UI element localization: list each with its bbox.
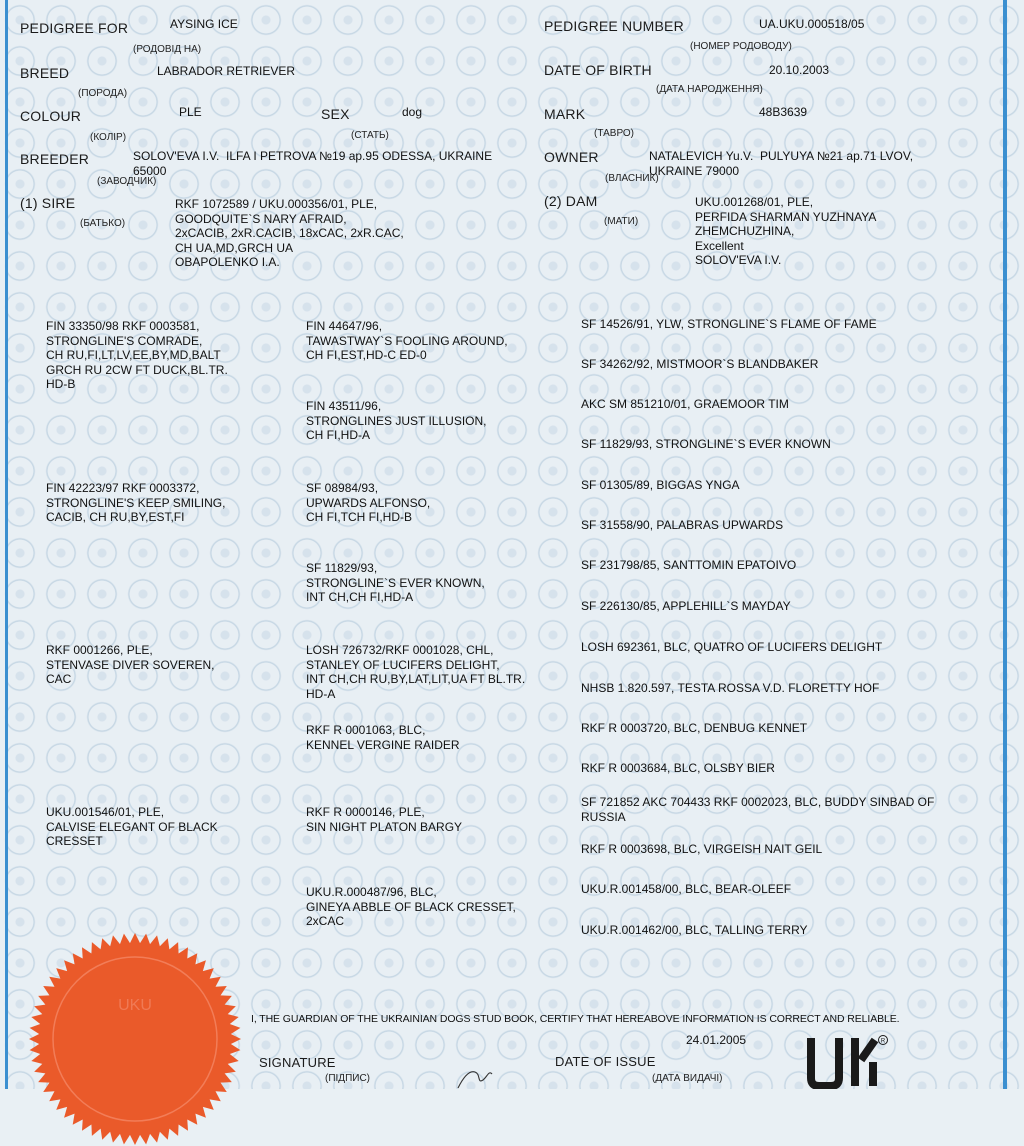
- certification-statement: I, THE GUARDIAN OF THE UKRAINIAN DOGS STUD BOOK, CERTIFY THAT HEREABOVE INFORMATION IS CORRECT AND RELIABLE.: [251, 1013, 900, 1025]
- dam-ua: (МАТИ): [604, 216, 639, 227]
- owner-value: NATALEVICH Yu.V. PULYUYA №21 ap.71 LVOV, UKRAINE 79000: [649, 149, 914, 178]
- sire-ua: (БАТЬКО): [80, 218, 126, 229]
- signature-ua: (ПІДПИС): [325, 1073, 370, 1084]
- ancestor-entry: SF 11829/93, STRONGLINE`S EVER KNOWN: [581, 437, 831, 451]
- pedigree-number-value: UA.UKU.000518/05: [759, 17, 865, 31]
- great-grandparent-entry: SF 08984/93, UPWARDS ALFONSO, CH FI,TCH FI,HD-B: [306, 481, 431, 524]
- sex-value: dog: [402, 105, 423, 119]
- great-grandparent-entry: LOSH 726732/RKF 0001028, CHL, STANLEY OF LUCIFERS DELIGHT, INT CH,CH RU,BY,LAT,LIT,UA FT BL.TR. HD-A: [306, 643, 526, 701]
- grandparent-entry: FIN 42223/97 RKF 0003372, STRONGLINE'S KEEP SMILING, CACIB, CH RU,BY,EST,FI: [46, 481, 226, 524]
- breeder-ua: (ЗАВОДЧИК): [97, 176, 157, 187]
- great-grandparent-entry: FIN 43511/96, STRONGLINES JUST ILLUSION, CH FI,HD-A: [306, 399, 487, 442]
- sex-label: SEX: [321, 106, 350, 122]
- ancestor-entry: SF 31558/90, PALABRAS UPWARDS: [581, 518, 784, 532]
- pedigree-for-ua: (РОДОВІД НА): [133, 44, 202, 55]
- sire-label: (1) SIRE: [20, 195, 76, 211]
- grandparent-entry: RKF 0001266, PLE, STENVASE DIVER SOVEREN, CAC: [46, 643, 215, 686]
- pedigree-for-value: AYSING ICE: [170, 17, 238, 31]
- ancestor-entry: SF 14526/91, YLW, STRONGLINE`S FLAME OF FAME: [581, 317, 877, 331]
- svg-text:R: R: [880, 1038, 886, 1045]
- dob-label: DATE OF BIRTH: [544, 62, 652, 78]
- owner-label: OWNER: [544, 149, 599, 165]
- grandparent-entry: FIN 33350/98 RKF 0003581, STRONGLINE'S COMRADE, CH RU,FI,LT,LV,EE,BY,MD,BALT GRCH RU 2CW FT DUCK,BL.TR. HD-B: [46, 319, 228, 391]
- issue-date-value: 24.01.2005: [686, 1033, 747, 1047]
- colour-label: COLOUR: [20, 108, 82, 124]
- ancestor-entry: SF 01305/89, BIGGAS YNGA: [581, 478, 740, 492]
- great-grandparent-entry: RKF R 0001063, BLC, KENNEL VERGINE RAIDER: [306, 723, 460, 752]
- sex-ua: (СТАТЬ): [351, 130, 389, 141]
- great-grandparent-entry: RKF R 0000146, PLE, SIN NIGHT PLATON BARGY: [306, 805, 463, 834]
- breed-ua: (ПОРОДА): [78, 88, 128, 99]
- breed-value: LABRADOR RETRIEVER: [157, 64, 296, 78]
- dam-value: UKU.001268/01, PLE, PERFIDA SHARMAN YUZHNAYA ZHEMCHUZHINA, Excellent SOLOV'EVA I.V.: [695, 195, 877, 267]
- ancestor-entry: SF 231798/85, SANTTOMIN EPATOIVO: [581, 558, 797, 572]
- uku-logo: [805, 1034, 889, 1089]
- date-of-issue-ua: (ДАТА ВИДАЧІ): [652, 1073, 723, 1084]
- date-of-issue-label: DATE OF ISSUE: [555, 1054, 656, 1069]
- dob-value: 20.10.2003: [769, 63, 830, 77]
- owner-ua: (ВЛАСНИК): [605, 173, 659, 184]
- right-border: [1003, 0, 1007, 1089]
- signature-label: SIGNATURE: [259, 1055, 336, 1070]
- breeder-label: BREEDER: [20, 151, 90, 167]
- left-border: [5, 0, 8, 1089]
- mark-label: MARK: [544, 106, 586, 122]
- dob-ua: (ДАТА НАРОДЖЕННЯ): [656, 84, 763, 95]
- great-grandparent-entry: UKU.R.000487/96, BLC, GINEYA ABBLE OF BLACK CRESSET, 2xCAC: [306, 885, 516, 928]
- ancestor-entry: LOSH 692361, BLC, QUATRO OF LUCIFERS DELIGHT: [581, 640, 883, 654]
- colour-ua: (КОЛІР): [90, 132, 127, 143]
- seal-text: UKU: [118, 997, 152, 1014]
- breed-label: BREED: [20, 65, 70, 81]
- mark-ua: (ТАВРО): [594, 128, 635, 139]
- breeder-value: SOLOV'EVA I.V. ILFA I PETROVA №19 ap.95 ODESSA, UKRAINE 65000: [133, 149, 493, 178]
- ancestor-entry: SF 34262/92, MISTMOOR`S BLANDBAKER: [581, 357, 819, 371]
- great-grandparent-entry: FIN 44647/96, TAWASTWAY`S FOOLING AROUND, CH FI,EST,HD-C ED-0: [306, 319, 508, 362]
- great-grandparent-entry: SF 11829/93, STRONGLINE`S EVER KNOWN, INT CH,CH FI,HD-A: [306, 561, 485, 604]
- ancestor-entry: AKC SM 851210/01, GRAEMOOR TIM: [581, 397, 789, 411]
- signature-scribble: [455, 1058, 495, 1089]
- ancestor-entry: UKU.R.001458/00, BLC, BEAR-OLEEF: [581, 882, 792, 896]
- ancestor-entry: RKF R 0003698, BLC, VIRGEISH NAIT GEIL: [581, 842, 823, 856]
- colour-value: PLE: [179, 105, 202, 119]
- ancestor-entry: SF 226130/85, APPLEHILL`S MAYDAY: [581, 599, 791, 613]
- official-seal: [28, 932, 242, 1146]
- sire-value: RKF 1072589 / UKU.000356/01, PLE, GOODQUITE`S NARY AFRAID, 2xCACIB, 2xR.CACIB, 18xCAC, 2xR.CAC, CH UA,MD,GRCH UA OBAPOLENKO I.A.: [175, 197, 404, 269]
- ancestor-entry: RKF R 0003720, BLC, DENBUG KENNET: [581, 721, 808, 735]
- pedigree-number-ua: (НОМЕР РОДОВОДУ): [690, 41, 792, 52]
- dam-label: (2) DAM: [544, 193, 598, 209]
- ancestor-entry: SF 721852 AKC 704433 RKF 0002023, BLC, BUDDY SINBAD OF RUSSIA: [581, 795, 935, 824]
- ancestor-entry: RKF R 0003684, BLC, OLSBY BIER: [581, 761, 775, 775]
- pedigree-for-label: PEDIGREE FOR: [20, 20, 129, 36]
- ancestor-entry: NHSB 1.820.597, TESTA ROSSA V.D. FLORETTY HOF: [581, 681, 880, 695]
- grandparent-entry: UKU.001546/01, PLE, CALVISE ELEGANT OF BLACK CRESSET: [46, 805, 218, 848]
- ancestor-entry: UKU.R.001462/00, BLC, TALLING TERRY: [581, 923, 808, 937]
- pedigree-number-label: PEDIGREE NUMBER: [544, 18, 684, 34]
- mark-value: 48B3639: [759, 105, 808, 119]
